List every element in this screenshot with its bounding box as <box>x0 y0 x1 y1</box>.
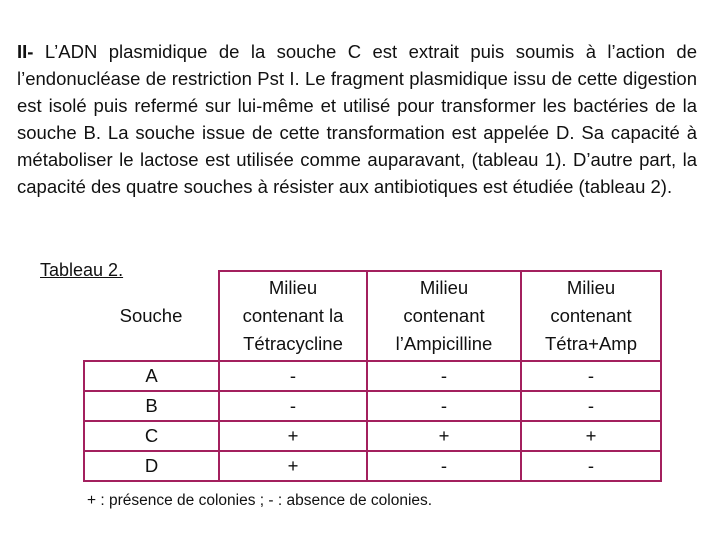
value-cell: + <box>219 421 367 451</box>
table-row <box>84 421 661 451</box>
value-cell: - <box>367 451 521 481</box>
value-cell: - <box>219 391 367 421</box>
table-row <box>84 361 661 391</box>
value-cell: + <box>367 421 521 451</box>
header-line: Tétracycline <box>243 333 343 354</box>
value-cell: - <box>521 391 661 421</box>
table-legend: + : présence de colonies ; - : absence de colonies. <box>87 492 433 509</box>
table-caption: Tableau 2. <box>40 260 124 280</box>
value-cell: + <box>219 451 367 481</box>
header-line: Milieu <box>268 277 318 298</box>
column-header <box>219 271 367 361</box>
header-line: Tétra+Amp <box>544 333 638 354</box>
exercise-paragraph <box>17 38 697 200</box>
section-number: II- <box>17 41 34 62</box>
results-table <box>83 270 662 482</box>
souche-cell: C <box>84 421 219 451</box>
souche-cell: A <box>84 361 219 391</box>
value-cell: - <box>521 451 661 481</box>
column-header <box>521 271 661 361</box>
souche-cell: D <box>84 451 219 481</box>
header-line: Milieu <box>566 277 616 298</box>
value-cell: - <box>367 361 521 391</box>
table-row <box>84 451 661 481</box>
header-line: contenant la <box>242 305 344 326</box>
table-row <box>84 391 661 421</box>
column-header <box>367 271 521 361</box>
table-header-row <box>84 271 661 361</box>
header-line: contenant <box>403 305 485 326</box>
header-line: contenant <box>550 305 632 326</box>
paragraph-text: L’ADN plasmidique de la souche C est extrait puis soumis à l’action de l’endonucléase de restriction Pst I. Le fragment plasmidique issu de cette digestion est isolé puis refermé sur lui-même et utilisé pour transformer les bactéries de la souche B. La souche issue de cette transformation est appelée D. Sa capacité à métaboliser le lactose est utilisée comme auparavant, (tableau 1). D’autre part, la capacité des quatre souches à résister aux antibiotiques est étudiée (tableau 2). <box>17 41 697 197</box>
value-cell: - <box>521 361 661 391</box>
value-cell: - <box>219 361 367 391</box>
value-cell: - <box>367 391 521 421</box>
value-cell: + <box>521 421 661 451</box>
souche-cell: B <box>84 391 219 421</box>
row-header: Souche <box>119 304 183 326</box>
header-line: Milieu <box>419 277 469 298</box>
header-line: l’Ampicilline <box>395 333 493 354</box>
